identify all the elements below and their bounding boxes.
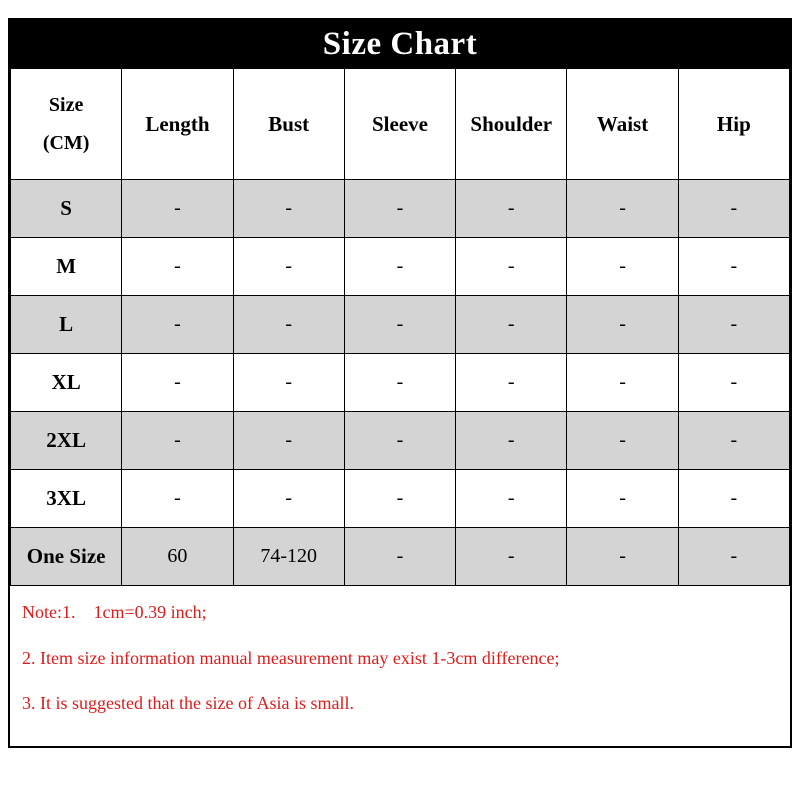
cell-length: - [122,354,233,412]
page-title: Size Chart [322,25,478,62]
cell-sleeve: - [344,238,455,296]
row-size-label: M [11,238,122,296]
size-table-body [11,180,790,586]
header-size [11,69,122,180]
cell-bust: - [233,238,344,296]
cell-waist: - [567,296,678,354]
cell-length: - [122,296,233,354]
header-shoulder: Shoulder [456,69,567,180]
cell-length: - [122,238,233,296]
cell-sleeve: - [344,296,455,354]
table-row [11,180,790,238]
cell-hip: - [678,238,789,296]
cell-bust: - [233,412,344,470]
row-size-label: XL [11,354,122,412]
header-row [11,69,790,180]
cell-sleeve: - [344,354,455,412]
size-table-header [11,69,790,180]
table-row [11,528,790,586]
cell-bust: - [233,180,344,238]
cell-shoulder: - [456,180,567,238]
header-bust: Bust [233,69,344,180]
cell-waist: - [567,528,678,586]
note-line-3: 3. It is suggested that the size of Asia is small. [22,693,354,714]
header-length: Length [122,69,233,180]
row-size-label: S [11,180,122,238]
note-line-2: 2. Item size information manual measurement may exist 1-3cm difference; [22,647,560,668]
cell-length: 60 [122,528,233,586]
size-chart-frame [8,18,792,748]
row-size-label: 3XL [11,470,122,528]
size-table [10,68,790,586]
header-size-line2: (CM) [42,132,90,154]
cell-sleeve: - [344,528,455,586]
cell-length: - [122,470,233,528]
cell-shoulder: - [456,412,567,470]
cell-waist: - [567,412,678,470]
cell-bust: 74-120 [233,528,344,586]
header-size-line1: Size [48,94,84,116]
cell-length: - [122,412,233,470]
row-size-label: One Size [11,528,122,586]
note-line-1: Note:1. 1cm=0.39 inch; [22,602,207,622]
cell-hip: - [678,412,789,470]
table-row [11,296,790,354]
table-row [11,470,790,528]
cell-length: - [122,180,233,238]
cell-bust: - [233,354,344,412]
cell-shoulder: - [456,470,567,528]
cell-waist: - [567,238,678,296]
cell-hip: - [678,528,789,586]
cell-waist: - [567,180,678,238]
cell-waist: - [567,470,678,528]
cell-bust: - [233,470,344,528]
cell-shoulder: - [456,354,567,412]
cell-sleeve: - [344,412,455,470]
header-hip: Hip [678,69,789,180]
cell-bust: - [233,296,344,354]
cell-sleeve: - [344,470,455,528]
notes-section [10,586,790,715]
cell-hip: - [678,470,789,528]
cell-waist: - [567,354,678,412]
cell-sleeve: - [344,180,455,238]
row-size-label: L [11,296,122,354]
cell-hip: - [678,354,789,412]
cell-hip: - [678,296,789,354]
cell-hip: - [678,180,789,238]
row-size-label: 2XL [11,412,122,470]
cell-shoulder: - [456,238,567,296]
cell-shoulder: - [456,528,567,586]
chart-title-bar [10,20,790,68]
table-row [11,354,790,412]
table-row [11,412,790,470]
table-row [11,238,790,296]
header-sleeve: Sleeve [344,69,455,180]
cell-shoulder: - [456,296,567,354]
header-waist: Waist [567,69,678,180]
